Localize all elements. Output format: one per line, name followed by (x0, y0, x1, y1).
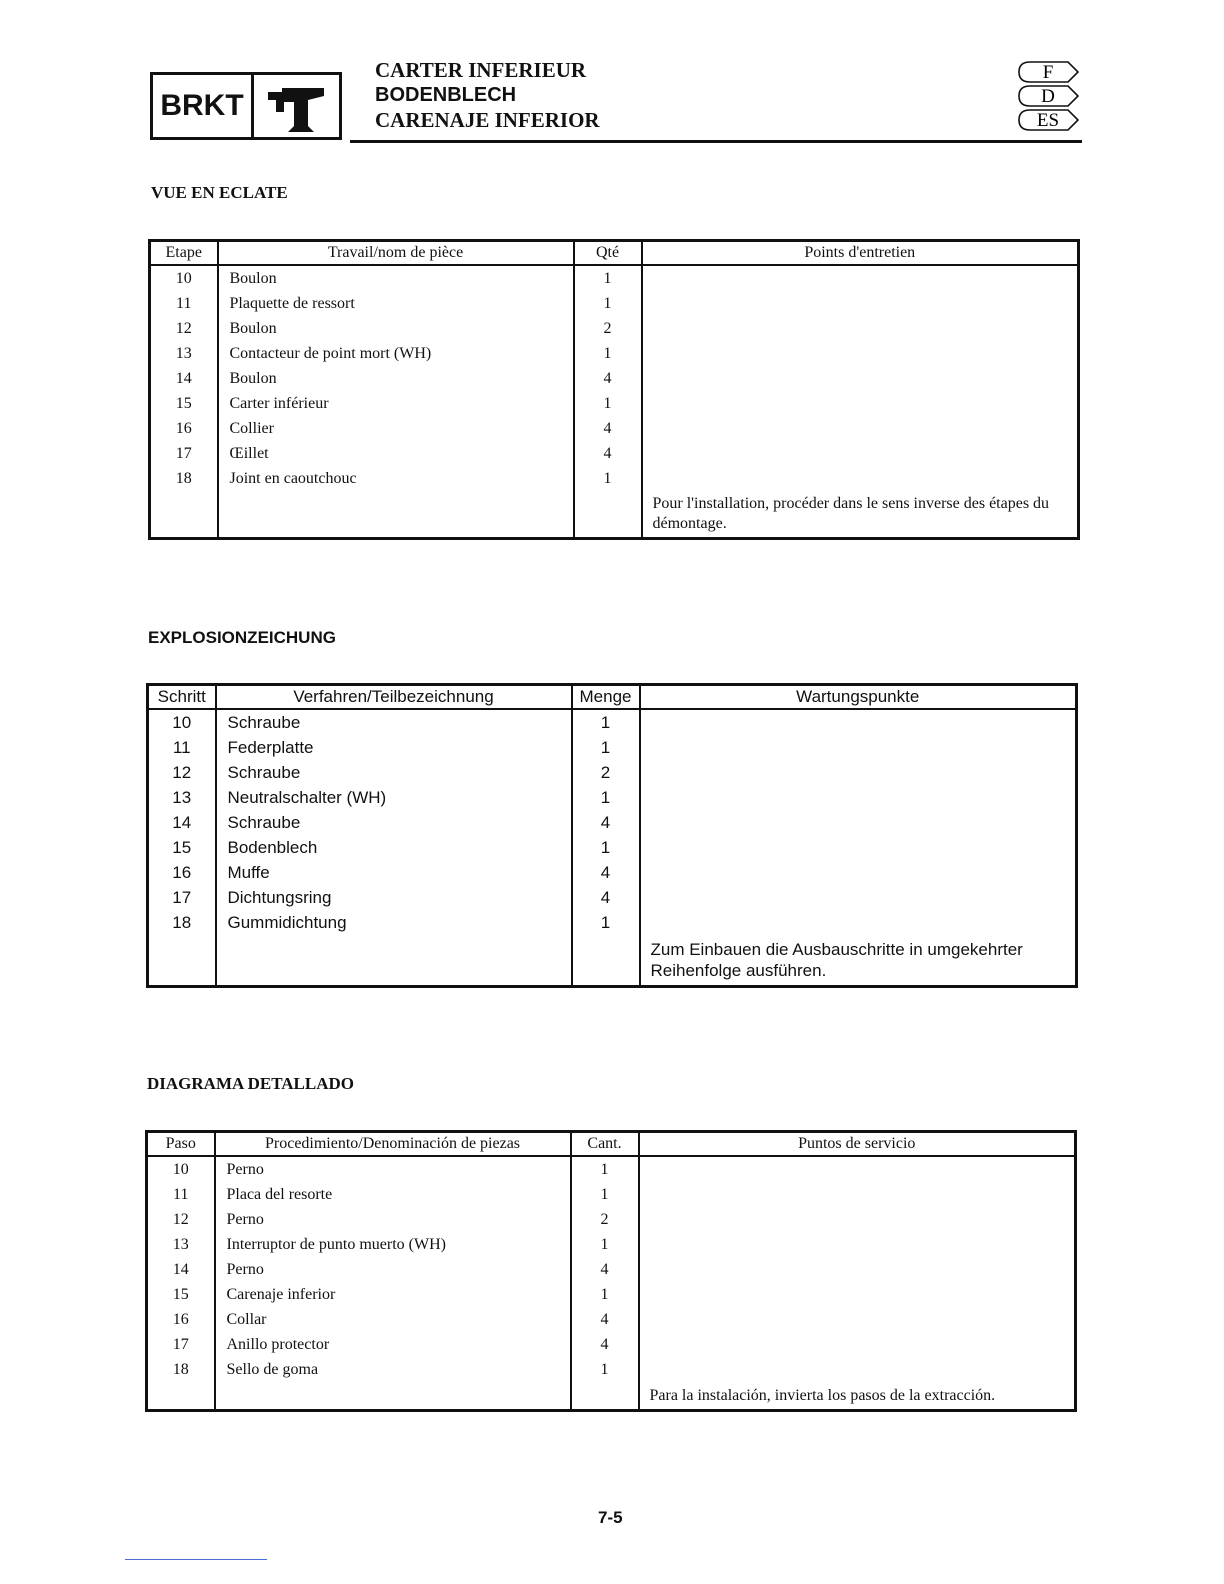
qty-cell (572, 935, 640, 987)
table-row (148, 910, 1077, 935)
note-cell (639, 1282, 1076, 1307)
table-row (150, 341, 1079, 366)
col-header-qty: Menge (572, 685, 640, 710)
note-cell (642, 265, 1079, 291)
note-cell (639, 1156, 1076, 1182)
table-row (148, 885, 1077, 910)
step-cell: 16 (147, 1307, 215, 1332)
table-row (147, 1357, 1076, 1382)
step-cell: 15 (150, 391, 218, 416)
step-cell: 13 (147, 1232, 215, 1257)
note-cell (639, 1357, 1076, 1382)
svg-text:D: D (1041, 86, 1055, 107)
name-cell: Schraube (216, 760, 572, 785)
step-cell: 14 (147, 1257, 215, 1282)
step-cell: 12 (148, 760, 216, 785)
table-row (148, 760, 1077, 785)
table-row (150, 416, 1079, 441)
name-cell: Boulon (218, 265, 574, 291)
step-cell: 17 (147, 1332, 215, 1357)
step-cell: 16 (148, 860, 216, 885)
col-header-step: Schritt (148, 685, 216, 710)
table-note-row (147, 1382, 1076, 1411)
installation-note: Zum Einbauen die Ausbauschritte in umgekehrter Reihenfolge ausführen. (640, 935, 1077, 987)
name-cell: Carter inférieur (218, 391, 574, 416)
note-cell (640, 760, 1077, 785)
step-cell: 13 (148, 785, 216, 810)
installation-note: Para la instalación, invierta los pasos de la extracción. (639, 1382, 1076, 1411)
step-cell: 16 (150, 416, 218, 441)
name-cell: Sello de goma (215, 1357, 571, 1382)
table-row (148, 735, 1077, 760)
name-cell: Boulon (218, 316, 574, 341)
section-title-de: EXPLOSIONZEICHUNG (148, 628, 336, 647)
col-header-name: Verfahren/Teilbezeichnung (216, 685, 572, 710)
table-row (150, 265, 1079, 291)
qty-cell: 2 (571, 1207, 639, 1232)
section-title-fr: VUE EN ECLATE (151, 183, 288, 202)
name-cell: Collar (215, 1307, 571, 1332)
qty-cell: 1 (574, 265, 642, 291)
qty-cell: 4 (571, 1332, 639, 1357)
note-cell (639, 1182, 1076, 1207)
table-row (148, 709, 1077, 735)
page-titles (375, 58, 600, 133)
table-row (147, 1182, 1076, 1207)
parts-table-fr (148, 239, 1080, 540)
col-header-step: Paso (147, 1132, 215, 1157)
footer-line (125, 1559, 267, 1560)
note-cell (639, 1232, 1076, 1257)
name-cell: Muffe (216, 860, 572, 885)
step-cell: 12 (150, 316, 218, 341)
table-row (147, 1307, 1076, 1332)
step-cell: 10 (150, 265, 218, 291)
qty-cell: 4 (574, 441, 642, 466)
note-cell (640, 810, 1077, 835)
table-row (147, 1257, 1076, 1282)
col-header-qty: Cant. (571, 1132, 639, 1157)
table-row (150, 391, 1079, 416)
step-cell (147, 1382, 215, 1411)
lang-marker-de (1016, 84, 1080, 108)
qty-cell: 2 (572, 760, 640, 785)
col-header-qty: Qté (574, 241, 642, 266)
qty-cell: 4 (574, 416, 642, 441)
qty-cell: 4 (572, 860, 640, 885)
name-cell: Perno (215, 1207, 571, 1232)
qty-cell: 1 (572, 735, 640, 760)
title-es: CARENAJE INFERIOR (375, 108, 600, 132)
qty-cell: 4 (574, 366, 642, 391)
lang-marker-fr (1016, 60, 1080, 84)
table-row (150, 466, 1079, 491)
note-cell (640, 709, 1077, 735)
table-row (147, 1207, 1076, 1232)
section-badge (150, 72, 342, 140)
qty-cell: 1 (574, 341, 642, 366)
header-rule (350, 140, 1082, 143)
badge-code: BRKT (153, 75, 254, 137)
step-cell: 14 (150, 366, 218, 391)
qty-cell: 1 (571, 1282, 639, 1307)
qty-cell: 2 (574, 316, 642, 341)
name-cell (216, 935, 572, 987)
qty-cell: 1 (571, 1182, 639, 1207)
note-cell (639, 1207, 1076, 1232)
name-cell: Boulon (218, 366, 574, 391)
step-cell: 15 (148, 835, 216, 860)
table-note-row (148, 935, 1077, 987)
qty-cell: 1 (574, 391, 642, 416)
installation-note: Pour l'installation, procéder dans le sens inverse des étapes du démontage. (642, 491, 1079, 539)
note-cell (642, 366, 1079, 391)
name-cell (215, 1382, 571, 1411)
name-cell: Joint en caoutchouc (218, 466, 574, 491)
step-cell: 11 (147, 1182, 215, 1207)
qty-cell: 1 (574, 291, 642, 316)
table-header-row (148, 685, 1077, 710)
qty-cell: 4 (571, 1257, 639, 1282)
step-cell (148, 935, 216, 987)
table-row (150, 291, 1079, 316)
name-cell: Schraube (216, 709, 572, 735)
qty-cell: 4 (572, 885, 640, 910)
table-row (147, 1156, 1076, 1182)
col-header-name: Travail/nom de pièce (218, 241, 574, 266)
table-header-row (150, 241, 1079, 266)
name-cell: Dichtungsring (216, 885, 572, 910)
note-cell (642, 291, 1079, 316)
parts-table-de (146, 683, 1078, 988)
svg-text:ES: ES (1036, 110, 1060, 131)
table-row (148, 860, 1077, 885)
name-cell: Perno (215, 1257, 571, 1282)
note-cell (640, 910, 1077, 935)
name-cell: Collier (218, 416, 574, 441)
name-cell: Schraube (216, 810, 572, 835)
section-title-es: DIAGRAMA DETALLADO (147, 1074, 355, 1093)
name-cell (218, 491, 574, 539)
qty-cell (571, 1382, 639, 1411)
table-row (147, 1332, 1076, 1357)
table-row (150, 366, 1079, 391)
name-cell: Bodenblech (216, 835, 572, 860)
name-cell: Federplatte (216, 735, 572, 760)
step-cell: 14 (148, 810, 216, 835)
col-header-step: Etape (150, 241, 218, 266)
name-cell: Perno (215, 1156, 571, 1182)
step-cell: 11 (150, 291, 218, 316)
note-cell (639, 1307, 1076, 1332)
note-cell (640, 735, 1077, 760)
name-cell: Plaquette de ressort (218, 291, 574, 316)
name-cell: Placa del resorte (215, 1182, 571, 1207)
table-row (147, 1282, 1076, 1307)
lang-marker-es (1016, 108, 1080, 132)
qty-cell: 1 (571, 1232, 639, 1257)
page-number: 7-5 (598, 1508, 623, 1527)
note-cell (640, 860, 1077, 885)
note-cell (642, 341, 1079, 366)
step-cell: 18 (147, 1357, 215, 1382)
step-cell: 17 (150, 441, 218, 466)
col-header-notes: Wartungspunkte (640, 685, 1077, 710)
name-cell: Œillet (218, 441, 574, 466)
qty-cell: 1 (571, 1357, 639, 1382)
step-cell: 11 (148, 735, 216, 760)
svg-text:F: F (1042, 62, 1054, 83)
note-cell (642, 416, 1079, 441)
name-cell: Carenaje inferior (215, 1282, 571, 1307)
note-cell (639, 1332, 1076, 1357)
note-cell (642, 316, 1079, 341)
note-cell (639, 1257, 1076, 1282)
name-cell: Anillo protector (215, 1332, 571, 1357)
step-cell (150, 491, 218, 539)
col-header-notes: Puntos de servicio (639, 1132, 1076, 1157)
table-row (148, 785, 1077, 810)
note-cell (642, 441, 1079, 466)
table-row (147, 1232, 1076, 1257)
col-header-name: Procedimiento/Denominación de piezas (215, 1132, 571, 1157)
qty-cell: 4 (572, 810, 640, 835)
qty-cell: 1 (572, 785, 640, 810)
name-cell: Neutralschalter (WH) (216, 785, 572, 810)
name-cell: Gummidichtung (216, 910, 572, 935)
step-cell: 13 (150, 341, 218, 366)
step-cell: 12 (147, 1207, 215, 1232)
step-cell: 18 (148, 910, 216, 935)
step-cell: 10 (148, 709, 216, 735)
qty-cell: 1 (572, 910, 640, 935)
step-cell: 10 (147, 1156, 215, 1182)
note-cell (640, 885, 1077, 910)
note-cell (640, 835, 1077, 860)
parts-table-es (145, 1130, 1077, 1412)
bracket-tool-icon (254, 75, 339, 137)
table-row (148, 835, 1077, 860)
qty-cell: 1 (574, 466, 642, 491)
name-cell: Contacteur de point mort (WH) (218, 341, 574, 366)
qty-cell: 1 (571, 1156, 639, 1182)
qty-cell (574, 491, 642, 539)
qty-cell: 4 (571, 1307, 639, 1332)
table-row (150, 316, 1079, 341)
table-header-row (147, 1132, 1076, 1157)
note-cell (640, 785, 1077, 810)
step-cell: 15 (147, 1282, 215, 1307)
title-de: BODENBLECH (375, 84, 517, 106)
note-cell (642, 466, 1079, 491)
note-cell (642, 391, 1079, 416)
qty-cell: 1 (572, 835, 640, 860)
table-row (150, 441, 1079, 466)
col-header-notes: Points d'entretien (642, 241, 1079, 266)
title-fr: CARTER INFERIEUR (375, 58, 587, 82)
table-note-row (150, 491, 1079, 539)
name-cell: Interruptor de punto muerto (WH) (215, 1232, 571, 1257)
step-cell: 17 (148, 885, 216, 910)
language-markers (1016, 60, 1080, 132)
qty-cell: 1 (572, 709, 640, 735)
table-row (148, 810, 1077, 835)
step-cell: 18 (150, 466, 218, 491)
